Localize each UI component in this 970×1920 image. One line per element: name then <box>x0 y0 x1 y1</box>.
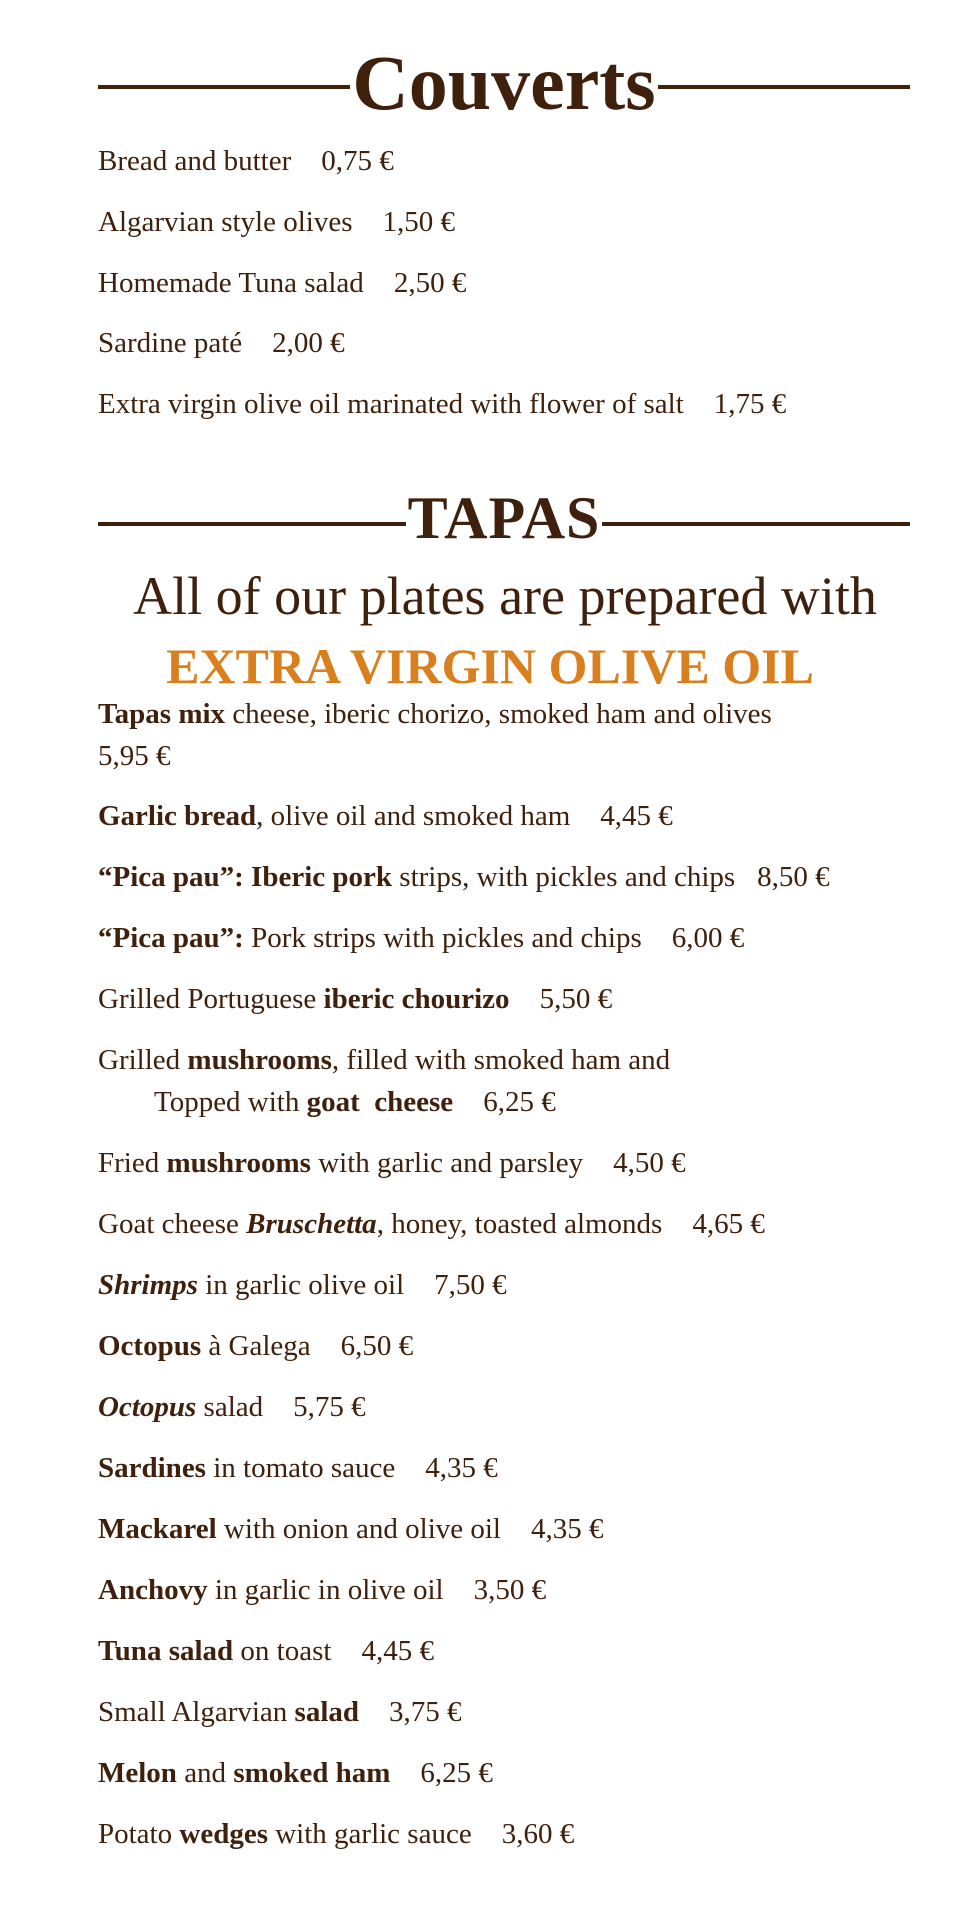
item-desc: Grilled <box>98 1044 188 1076</box>
item-desc: in tomato sauce <box>205 1452 396 1484</box>
tapas-item-octopus-salad <box>98 1386 928 1428</box>
item-name-bold: smoked ham <box>233 1757 391 1789</box>
item-price: 4,50 € <box>613 1147 686 1179</box>
item-desc: and <box>176 1757 234 1789</box>
tapas-item-sardines <box>98 1447 928 1489</box>
item-price: 4,35 € <box>531 1513 604 1545</box>
item-price: 4,45 € <box>600 800 673 832</box>
item-name: Bread and butter <box>98 145 292 177</box>
item-price: 5,95 € <box>98 740 171 772</box>
item-price: 5,75 € <box>293 1391 366 1423</box>
couverts-item-olive-oil <box>98 383 928 425</box>
tapas-item-pica-pau-iberic <box>98 856 928 898</box>
item-desc: cheese, iberic chorizo, smoked ham and olives <box>225 698 772 730</box>
item-name-bold: Tapas mix <box>98 698 226 730</box>
item-price: 6,00 € <box>671 922 745 954</box>
item-price: 1,75 € <box>713 388 787 420</box>
item-name-bold: Melon <box>98 1757 177 1789</box>
heading-rule-right <box>602 522 910 526</box>
tapas-item-iberic-chourizo <box>98 978 928 1020</box>
item-name-bold: salad <box>294 1696 360 1728</box>
tapas-item-garlic-bread <box>98 795 928 837</box>
item-desc: Fried <box>98 1147 167 1179</box>
item-name-bold-italic: Shrimps <box>98 1269 198 1301</box>
item-name-bold: goat cheese <box>306 1086 454 1118</box>
item-continuation <box>98 1086 453 1118</box>
item-name-bold-italic: Bruschetta <box>246 1208 377 1240</box>
item-price: 3,60 € <box>501 1818 575 1850</box>
item-desc: Grilled Portuguese <box>98 983 324 1015</box>
item-price: 1,50 € <box>382 206 456 238</box>
tapas-item-tapas-mix <box>98 693 898 777</box>
item-desc: Potato <box>98 1818 180 1850</box>
couverts-item-bread-butter <box>98 140 928 182</box>
heading-rule-right <box>658 85 910 89</box>
item-desc: with onion and olive oil <box>216 1513 501 1545</box>
tapas-heading-row <box>98 485 910 551</box>
item-name-bold: “Pica pau”: <box>98 922 244 954</box>
item-desc: à Galega <box>201 1330 311 1362</box>
item-price: 6,50 € <box>340 1330 414 1362</box>
heading-rule-left <box>98 522 406 526</box>
item-name: Homemade Tuna salad <box>98 267 364 299</box>
item-desc: strips, with pickles and chips <box>392 861 736 893</box>
tapas-intro: All of our plates are prepared with <box>133 566 877 626</box>
item-price: 0,75 € <box>321 145 394 177</box>
tapas-item-octopus-galega <box>98 1325 928 1367</box>
tapas-intro-highlight: EXTRA VIRGIN OLIVE OIL <box>166 638 814 694</box>
tapas-item-melon-ham <box>98 1752 928 1794</box>
item-desc: , filled with smoked ham and <box>331 1044 671 1076</box>
item-desc: in garlic olive oil <box>197 1269 405 1301</box>
item-desc: on toast <box>233 1635 332 1667</box>
item-desc: Topped with <box>154 1086 307 1118</box>
item-desc: in garlic in olive oil <box>207 1574 444 1606</box>
tapas-item-bruschetta <box>98 1203 928 1245</box>
item-price: 6,25 € <box>483 1086 556 1118</box>
item-name-bold: mushrooms <box>166 1147 311 1179</box>
item-name-bold: Octopus <box>98 1330 202 1362</box>
item-desc: salad <box>196 1391 264 1423</box>
item-price: 2,00 € <box>272 327 345 359</box>
item-name-bold: iberic chourizo <box>323 983 510 1015</box>
item-price: 3,50 € <box>473 1574 547 1606</box>
tapas-item-mackarel <box>98 1508 928 1550</box>
tapas-item-pica-pau-pork <box>98 917 928 959</box>
heading-rule-left <box>98 85 350 89</box>
item-desc: Small Algarvian <box>98 1696 295 1728</box>
item-price: 6,25 € <box>420 1757 493 1789</box>
item-desc: , olive oil and smoked ham <box>256 800 571 832</box>
item-name-bold-italic: Octopus <box>98 1391 197 1423</box>
item-name-bold: wedges <box>179 1818 268 1850</box>
item-name: Algarvian style olives <box>98 206 353 238</box>
tapas-item-anchovy <box>98 1569 928 1611</box>
item-name-bold: Anchovy <box>98 1574 208 1606</box>
couverts-item-sardine-pate <box>98 322 928 364</box>
tapas-item-potato-wedges <box>98 1813 928 1855</box>
item-price: 3,75 € <box>389 1696 462 1728</box>
item-price: 4,35 € <box>425 1452 498 1484</box>
tapas-item-shrimps <box>98 1264 928 1306</box>
item-name-bold: mushrooms <box>187 1044 332 1076</box>
tapas-item-tuna-salad <box>98 1630 928 1672</box>
item-name-bold: Mackarel <box>98 1513 217 1545</box>
item-name: Extra virgin olive oil marinated with flower of salt <box>98 388 684 420</box>
item-name: Sardine paté <box>98 327 243 359</box>
item-name-bold: Garlic bread <box>98 800 257 832</box>
tapas-heading: TAPAS <box>407 485 601 551</box>
couverts-item-olives <box>98 201 928 243</box>
item-desc: with garlic and parsley <box>310 1147 584 1179</box>
item-desc: , honey, toasted almonds <box>376 1208 663 1240</box>
item-desc: with garlic sauce <box>267 1818 472 1850</box>
couverts-item-tuna-salad <box>98 262 928 304</box>
item-price: 4,65 € <box>692 1208 765 1240</box>
item-name-bold: Sardines <box>98 1452 206 1484</box>
item-price: 4,45 € <box>361 1635 434 1667</box>
item-name-bold: “Pica pau”: Iberic pork <box>98 861 393 893</box>
tapas-item-grilled-mushrooms <box>98 1039 928 1123</box>
item-price: 5,50 € <box>539 983 613 1015</box>
tapas-item-algarvian-salad <box>98 1691 928 1733</box>
tapas-item-fried-mushrooms <box>98 1142 928 1184</box>
item-desc: Goat cheese <box>98 1208 247 1240</box>
couverts-heading: Couverts <box>352 39 656 126</box>
item-price: 8,50 € <box>757 861 830 893</box>
item-desc: Pork strips with pickles and chips <box>243 922 642 954</box>
item-price: 7,50 € <box>434 1269 507 1301</box>
item-price: 2,50 € <box>393 267 467 299</box>
couverts-heading-row <box>98 39 910 126</box>
item-name-bold: Tuna salad <box>98 1635 234 1667</box>
